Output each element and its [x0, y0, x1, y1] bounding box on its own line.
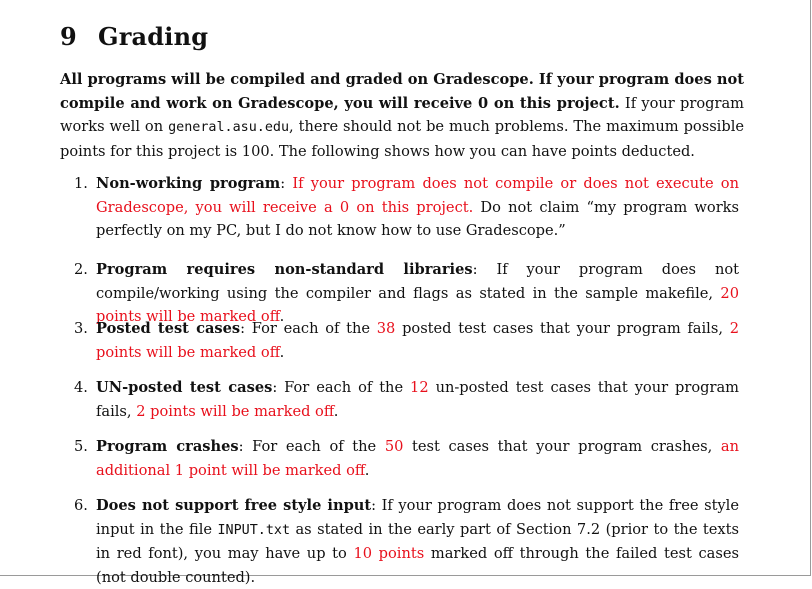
item-text: : For each of the [240, 320, 377, 337]
list-item [74, 172, 740, 243]
item-text: . [333, 402, 339, 420]
item-red-text: an additional 1 point will be marked off [96, 438, 739, 479]
list-item [74, 317, 739, 364]
section-number: 9 [60, 22, 77, 51]
intro-text-2: , there should not be much problems. The maximum possible points for this project is 100. The following shows how you can have points deducted. [60, 118, 745, 160]
item-text: : If your program does not support the free style input in the file [96, 497, 739, 538]
intro-bold-end: . [614, 94, 620, 112]
item-red-text: 20 points will be marked off [96, 284, 739, 325]
intro-text-1: If your program works well on [60, 94, 744, 135]
item-number: 6. [74, 497, 88, 514]
intro-code: general.asu.edu [168, 120, 290, 135]
item-text: posted test cases that your program fails, [395, 320, 730, 337]
item-text: marked off through the failed test cases (not double counted). [96, 545, 739, 586]
item-text: . [364, 461, 370, 479]
item-text: . [279, 343, 285, 361]
item-red-text: 10 points [353, 545, 425, 562]
section-heading [60, 22, 208, 51]
list-item [74, 435, 739, 482]
item-red-number: 38 [376, 320, 396, 337]
item-red-number: 50 [384, 438, 404, 455]
item-title: Does not support free style input [96, 497, 372, 514]
item-red-text: 2 points will be marked off [136, 402, 334, 420]
item-text: un-posted test cases that your program fails, [96, 379, 739, 420]
item-title: Non-working program [96, 175, 281, 192]
item-text: as stated in the early part of Section 7.2 (prior to the texts in red font), you may have up to [96, 520, 740, 562]
item-title: Posted test cases [96, 320, 241, 337]
item-red-text: If your program does not compile or does not execute on Gradescope, you will receive a 0 on this project. [96, 175, 739, 216]
item-text: : If your program does not compile/working using the compiler and flags as stated in the sample makefile, [96, 261, 739, 302]
list-item [74, 376, 739, 423]
item-red-number: 12 [410, 379, 429, 396]
item-title: Program requires non-standard libraries [96, 261, 473, 278]
section-title: Grading [98, 22, 209, 51]
item-number: 4. [74, 379, 88, 396]
intro-paragraph [60, 68, 744, 163]
item-text: : For each of the [238, 438, 385, 455]
item-number: 3. [74, 320, 88, 337]
item-number: 1. [74, 175, 88, 192]
item-title: Program crashes [96, 438, 239, 455]
item-text: . [279, 308, 285, 325]
item-number: 5. [74, 438, 88, 455]
list-item [74, 494, 740, 589]
intro-bold: All programs will be compiled and graded on Gradescope. If your program does not compile and work on Gradescope, you will receive 0 on this project [60, 71, 744, 112]
item-red-text: 2 points will be marked off [96, 320, 739, 361]
item-text: test cases that your program crashes, [403, 438, 721, 455]
item-text: Do not claim “my program works perfectly on my PC, but I do not know how to use Gradescope.” [96, 198, 740, 239]
item-code: INPUT.txt [217, 522, 291, 538]
item-text: : For each of the [272, 379, 411, 396]
item-number: 2. [74, 261, 88, 278]
item-title: UN-posted test cases [96, 379, 273, 396]
item-text: : [280, 175, 293, 192]
